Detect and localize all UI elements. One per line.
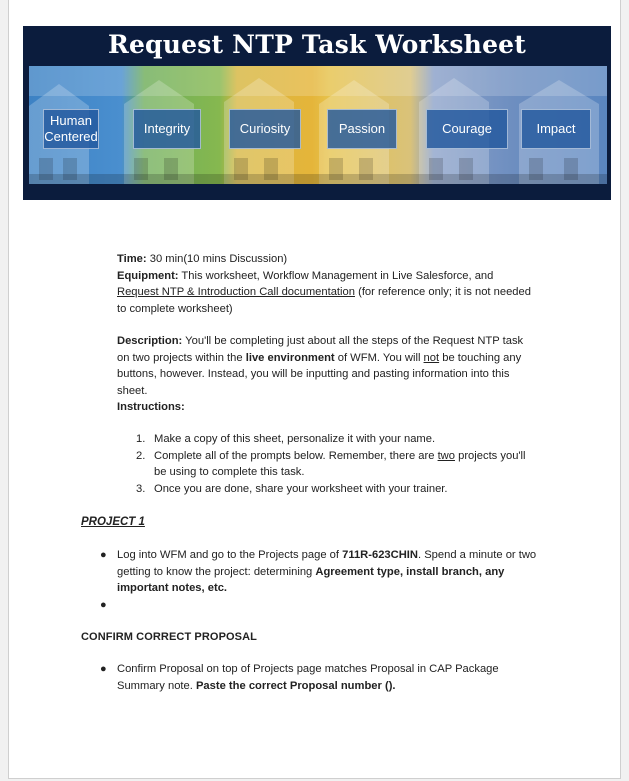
- equipment-label: Equipment:: [117, 269, 179, 282]
- description-text-1: You'll be completing just about all the steps of the Request NTP task on two projects within the: [117, 335, 524, 364]
- bullet-text: Log into WFM and go to the Projects page of: [117, 549, 343, 561]
- list-item: [136, 431, 538, 448]
- project-1-heading: PROJECT 1: [81, 516, 145, 528]
- houses-photo: [29, 66, 607, 184]
- time-label: Time:: [117, 253, 147, 265]
- bullet-dot: ●: [100, 598, 107, 611]
- meta-block: [117, 251, 537, 317]
- instructions-label: Instructions:: [117, 401, 185, 413]
- bullet-bold: Paste the correct Proposal number ().: [195, 679, 396, 692]
- step-text: Make a copy of this sheet, personalize it with your name.: [154, 433, 436, 445]
- value-label: Impact: [536, 121, 576, 136]
- time-value: 30 min(10 mins Discussion): [146, 253, 288, 265]
- list-item: [99, 547, 549, 597]
- step-number: 3.: [136, 482, 146, 495]
- description-text-3: be touching any buttons, however. Instead, you will be inputting and pasting information into this sheet.: [117, 351, 522, 397]
- equipment-value: This worksheet, Workflow Management in Live Salesforce, and: [178, 269, 494, 282]
- description-underline: not: [423, 351, 440, 364]
- value-label: Integrity: [143, 121, 191, 136]
- step-number: 1.: [136, 433, 146, 445]
- step-text: Complete all of the prompts below. Remember, there are: [154, 449, 438, 462]
- bullet-dot: ●: [100, 663, 107, 675]
- document-page: [8, 0, 621, 779]
- confirm-heading-wrap: [81, 629, 257, 646]
- project-id: 711R-623CHIN: [342, 549, 418, 561]
- value-label: Passion: [338, 121, 386, 136]
- list-item: [136, 448, 538, 481]
- value-label: Human Centered: [44, 113, 98, 144]
- value-human-centered: [43, 109, 99, 149]
- project-1-bullets: [99, 547, 549, 613]
- description-label: Description:: [117, 335, 183, 347]
- confirm-bullets: [99, 661, 549, 694]
- bullet-dot: ●: [100, 549, 107, 561]
- value-impact: [521, 109, 591, 149]
- worksheet-title: Request NTP Task Worksheet: [107, 30, 527, 59]
- bullet-text: Confirm Proposal on top of Projects page matches Proposal in CAP Package Summary note.: [117, 663, 499, 692]
- description-bold: live environment: [245, 351, 335, 364]
- description-block: [117, 333, 537, 416]
- value-passion: [327, 109, 397, 149]
- bullet-bold: Agreement type, install branch, any important notes, etc.: [117, 565, 505, 594]
- step-text-tail: projects you'll be using to complete this task.: [154, 449, 526, 478]
- list-item: [136, 481, 538, 498]
- instructions-list: [136, 431, 538, 497]
- equipment-line: [117, 268, 537, 318]
- step-text: Once you are done, share your worksheet with your trainer.: [154, 482, 448, 495]
- confirm-proposal-heading: CONFIRM CORRECT PROPOSAL: [81, 631, 257, 643]
- list-item: [99, 661, 549, 694]
- list-item-empty[interactable]: [99, 597, 549, 614]
- step-underline: two: [437, 449, 455, 462]
- bullet-text-mid: . Spend a minute or two getting to know the project: determining: [117, 549, 537, 578]
- equipment-tail: (for reference only; it is not needed to complete worksheet): [117, 286, 531, 315]
- header-banner: [23, 26, 611, 200]
- step-number: 2.: [136, 449, 146, 462]
- project-1-heading-wrap: [81, 514, 145, 531]
- value-integrity: [133, 109, 201, 149]
- value-courage: [426, 109, 508, 149]
- time-line: [117, 251, 537, 268]
- description-text-2: of WFM. You will: [334, 351, 424, 364]
- value-curiosity: [229, 109, 301, 149]
- value-label: Curiosity: [239, 121, 291, 136]
- documentation-link[interactable]: Request NTP & Introduction Call documentation: [117, 286, 355, 298]
- value-label: Courage: [442, 121, 492, 136]
